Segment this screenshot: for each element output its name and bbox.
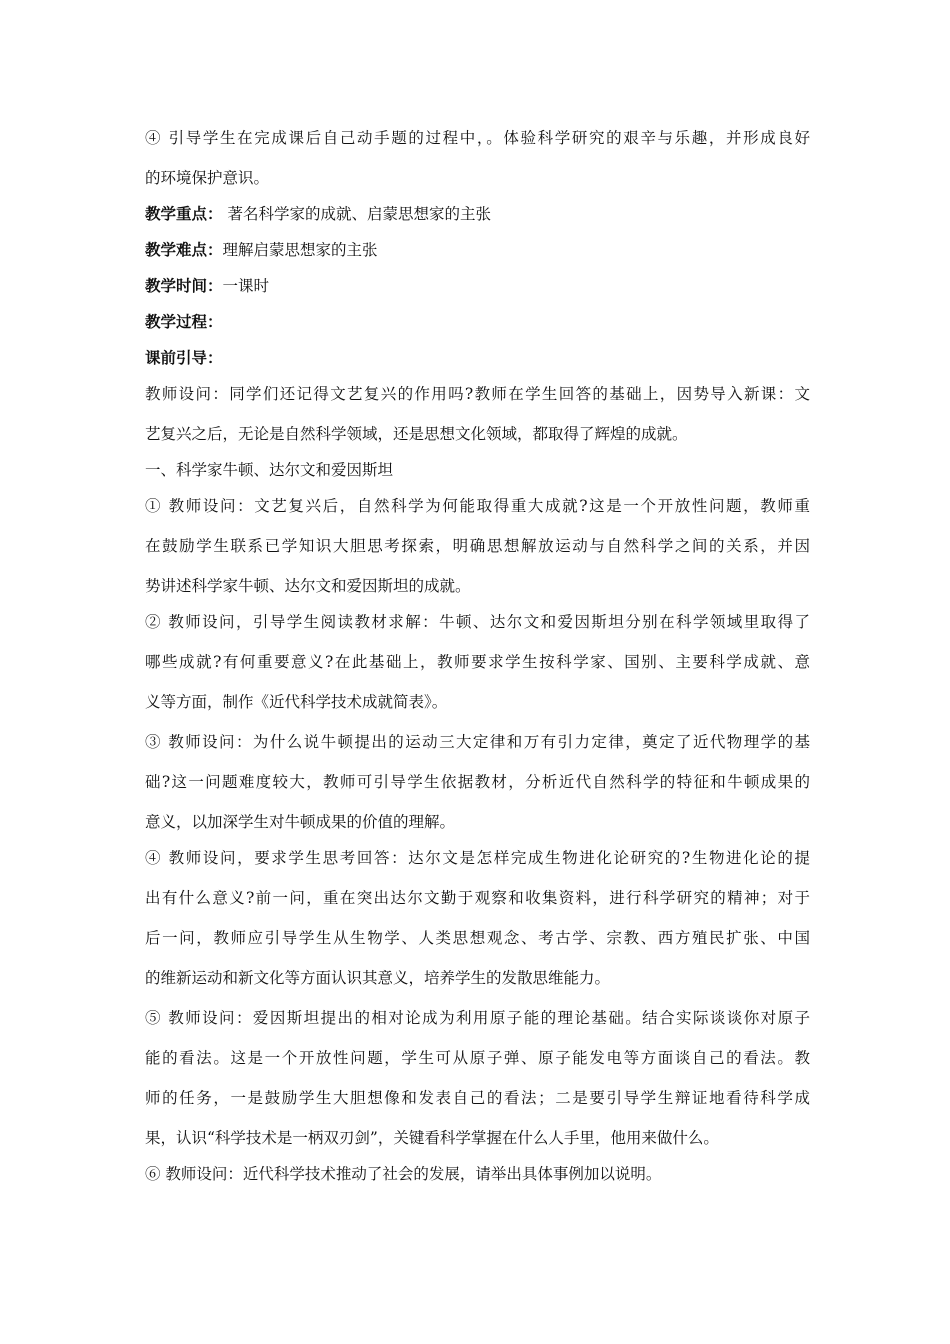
intro-line-1: 教师设问：同学们还记得文艺复兴的作用吗?教师在学生回答的基础上，因势导入新课：文 xyxy=(145,385,810,403)
item-1-line-1: ① 教师设问：文艺复兴后，自然科学为何能取得重大成就?这是一个开放性问题，教师重 xyxy=(145,497,810,515)
duration-label: 教学时间： xyxy=(145,276,223,295)
item-5-line-1: ⑤ 教师设问：爱因斯坦提出的相对论成为利用原子能的理论基础。结合实际谈谈你对原子 xyxy=(145,1009,810,1027)
difficulty xyxy=(145,240,810,260)
item-5-line-3: 师的任务，一是鼓励学生大胆想像和发表自己的看法；二是要引导学生辩证地看待科学成 xyxy=(145,1089,810,1107)
difficulty-text: 理解启蒙思想家的主张 xyxy=(222,241,378,259)
item-1-line-3: 势讲述科学家牛顿、达尔文和爱因斯坦的成就。 xyxy=(145,577,471,595)
key-point-label: 教学重点： xyxy=(145,204,223,223)
duration-text: 一课时 xyxy=(222,277,270,295)
goal-4-line-2: 的环境保护意识。 xyxy=(145,169,270,187)
item-1-line-2: 在鼓励学生联系已学知识大胆思考探索，明确思想解放运动与自然科学之间的关系，并因 xyxy=(145,537,810,555)
difficulty-label: 教学难点： xyxy=(145,240,223,259)
item-2-line-3: 义等方面，制作《近代科学技术成就简表》。 xyxy=(145,693,448,711)
item-3-line-1: ③ 教师设问：为什么说牛顿提出的运动三大定律和万有引力定律，奠定了近代物理学的基 xyxy=(145,733,810,751)
item-5-line-4: 果，认识“科学技术是一柄双刃剑”，关键看科学掌握在什么人手里，他用来做什么。 xyxy=(145,1129,719,1147)
item-4-line-3: 后一问，教师应引导学生从生物学、人类思想观念、考古学、宗教、西方殖民扩张、中国 xyxy=(145,929,810,947)
item-4-line-2: 出有什么意义?前一问，重在突出达尔文勤于观察和收集资料，进行科学研究的精神；对于 xyxy=(145,889,810,907)
item-4-line-4: 的维新运动和新文化等方面认识其意义，培养学生的发散思维能力。 xyxy=(145,969,611,987)
process-heading: 教学过程： xyxy=(145,312,223,331)
pre-class-heading: 课前引导： xyxy=(145,348,223,367)
key-point-text: 著名科学家的成就、启蒙思想家的主张 xyxy=(222,205,491,223)
item-5-line-2: 能的看法。这是一个开放性问题，学生可从原子弹、原子能发电等方面谈自己的看法。教 xyxy=(145,1049,810,1067)
item-2-line-1: ② 教师设问，引导学生阅读教材求解：牛顿、达尔文和爱因斯坦分别在科学领域里取得了 xyxy=(145,613,810,631)
duration xyxy=(145,276,810,296)
intro-line-2: 艺复兴之后，无论是自然科学领域，还是思想文化领域，都取得了辉煌的成就。 xyxy=(145,425,688,443)
item-3-line-2: 础?这一问题难度较大，教师可引导学生依据教材，分析近代自然科学的特征和牛顿成果的 xyxy=(145,773,810,791)
item-4-line-1: ④ 教师设问，要求学生思考回答：达尔文是怎样完成生物进化论研究的?生物进化论的提 xyxy=(145,849,810,867)
key-point xyxy=(145,204,810,224)
section-1-title: 一、科学家牛顿、达尔文和爱因斯坦 xyxy=(145,461,394,479)
item-6-line-1: ⑥ 教师设问：近代科学技术推动了社会的发展，请举出具体事例加以说明。 xyxy=(145,1165,662,1183)
item-2-line-2: 哪些成就?有何重要意义?在此基础上，教师要求学生按科学家、国别、主要科学成就、意 xyxy=(145,653,810,671)
item-3-line-3: 意义，以加深学生对牛顿成果的价值的理解。 xyxy=(145,813,456,831)
goal-4-line-1: ④ 引导学生在完成课后自己动手题的过程中，。体验科学研究的艰辛与乐趣，并形成良好 xyxy=(145,129,810,147)
